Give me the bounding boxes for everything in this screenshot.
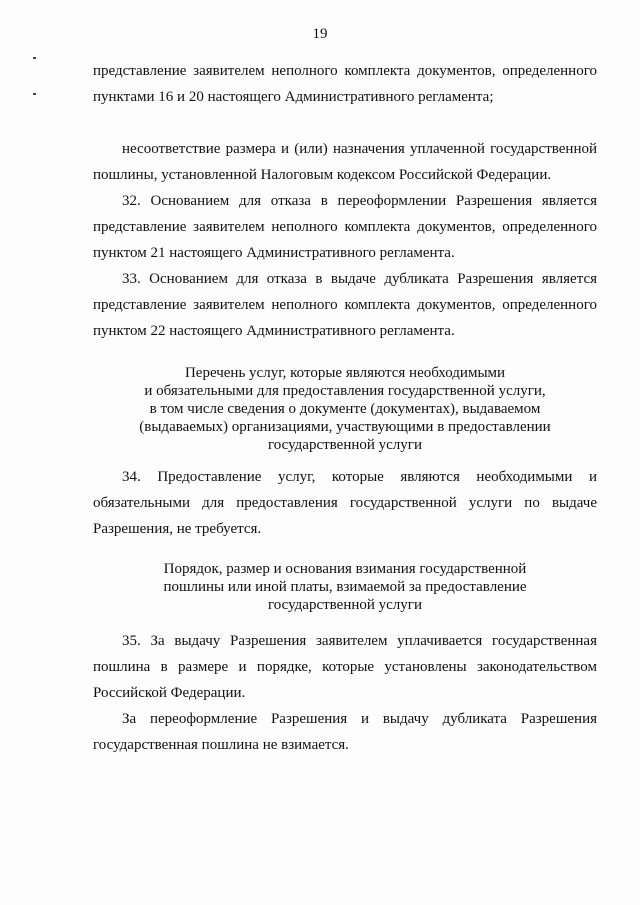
paragraph-33: 33. Основанием для отказа в выдаче дубликата Разрешения является представление заявителем неполного комплекта документов, определенного пунктом 22 настоящего Административного регламента. bbox=[93, 271, 597, 339]
heading-line: в том числе сведения о документе (документах), выдаваемом bbox=[149, 401, 541, 417]
scan-noise bbox=[70, 834, 410, 835]
paragraph-fee-mismatch: несоответствие размера и (или) назначения уплаченной государственной пошлины, установленной Налоговым кодексом Российской Федерации. bbox=[93, 141, 597, 183]
paragraph-no-fee: За переоформление Разрешения и выдачу дубликата Разрешения государственная пошлина не взимается. bbox=[93, 711, 597, 753]
heading-line: Перечень услуг, которые являются необходимыми bbox=[184, 365, 506, 381]
section-heading-fees bbox=[93, 560, 597, 614]
scan-mark bbox=[33, 57, 36, 59]
heading-line: Порядок, размер и основания взимания государственной bbox=[163, 561, 527, 577]
heading-line: государственной услуги bbox=[268, 437, 422, 453]
paragraph-34: 34. Предоставление услуг, которые являются необходимыми и обязательными для предоставления государственной услуги по выдаче Разрешения, не требуется. bbox=[93, 469, 597, 537]
scan-mark bbox=[33, 93, 36, 95]
section-heading-services bbox=[93, 364, 597, 454]
heading-line: (выдаваемых) организациями, участвующими в предоставлении bbox=[139, 419, 551, 435]
page-number: 19 bbox=[312, 26, 328, 42]
heading-line: государственной услуги bbox=[268, 597, 422, 613]
paragraph-32: 32. Основанием для отказа в переоформлении Разрешения является представление заявителем неполного комплекта документов, определенного пунктом 21 настоящего Административного регламента. bbox=[93, 193, 597, 261]
heading-line: пошлины или иной платы, взимаемой за предоставление bbox=[163, 579, 527, 595]
heading-line: и обязательными для предоставления государственной услуги, bbox=[144, 383, 546, 399]
paragraph-incomplete-documents: представление заявителем неполного комплекта документов, определенного пунктами 16 и 20 настоящего Административного регламента; bbox=[93, 63, 597, 105]
paragraph-35: 35. За выдачу Разрешения заявителем уплачивается государственная пошлина в размере и порядке, которые установлены законодательством Российской Федерации. bbox=[93, 633, 597, 701]
scan-noise bbox=[70, 852, 160, 853]
